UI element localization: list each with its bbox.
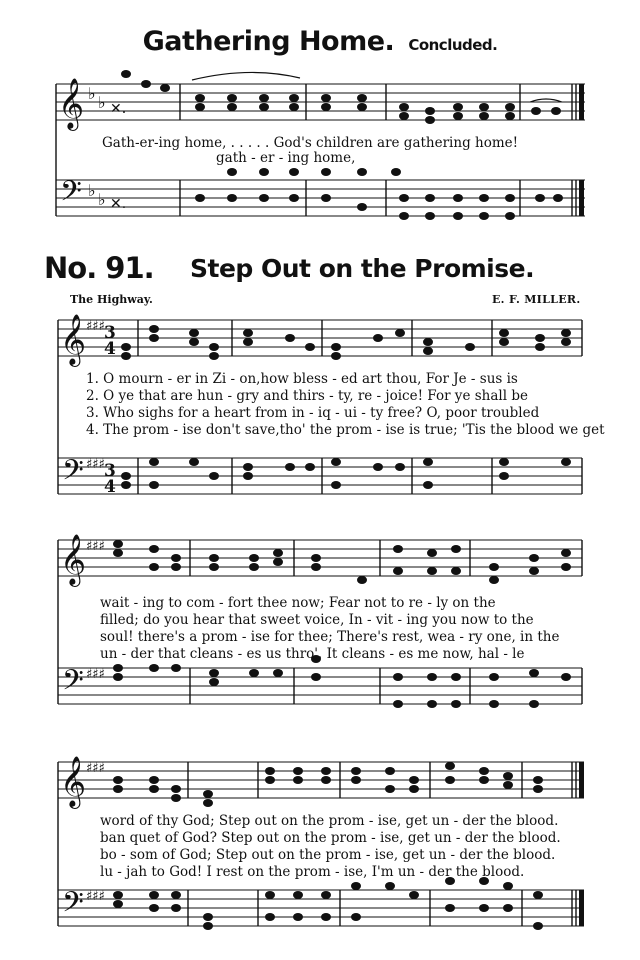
lyric-verse4-line1: 4. The prom - ise don't save,tho' the prom - ise is true; 'Tis the blood we get bbox=[86, 422, 605, 438]
lyric-verse2-line3: ban quet of God? Step out on the prom - ise, get un - der the blood. bbox=[100, 830, 561, 846]
svg-text:♯♯♯: ♯♯♯ bbox=[86, 319, 105, 334]
hymn-number: No. 91. bbox=[44, 251, 154, 285]
lyric-verse1-line3: word of thy God; Step out on the prom - ise, get un - der the blood. bbox=[100, 813, 559, 829]
svg-text:4: 4 bbox=[104, 477, 116, 497]
hymn-title: Step Out on the Promise. bbox=[190, 254, 535, 283]
lyric-verse2-line1: 2. O ye that are hun - gry and thirs - ty, re - joice! For ye shall be bbox=[86, 388, 528, 404]
svg-text:♭: ♭ bbox=[88, 181, 96, 200]
lyric-verse3-line3: bo - som of God; Step out on the prom - ise, get un - der the blood. bbox=[100, 847, 556, 863]
lyric-gathering-line1: Gath-er-ing home, . . . . . God's children are gathering home! bbox=[102, 135, 519, 151]
svg-text:♭: ♭ bbox=[88, 84, 96, 103]
svg-text:♭: ♭ bbox=[98, 93, 106, 112]
lyric-verse1-line2: wait - ing to com - fort thee now; Fear not to re - ly on the bbox=[100, 595, 496, 611]
svg-text:𝄢: 𝄢 bbox=[62, 664, 84, 704]
lyric-verse4-line2: un - der that cleans - es us thro', It cleans - es me now, hal - le bbox=[100, 646, 525, 662]
svg-text:𝄞: 𝄞 bbox=[60, 534, 87, 585]
composer-name: E. F. MILLER. bbox=[492, 293, 581, 306]
concluded-label: Concluded. bbox=[408, 36, 498, 54]
svg-text:𝄢: 𝄢 bbox=[60, 175, 82, 215]
svg-text:♯♯♯: ♯♯♯ bbox=[86, 761, 105, 776]
lyric-gathering-line2: gath - er - ing home, bbox=[216, 150, 356, 166]
svg-text:𝄢: 𝄢 bbox=[62, 454, 84, 494]
svg-text:♯♯♯: ♯♯♯ bbox=[86, 889, 105, 904]
lyric-verse3-line2: soul! there's a prom - ise for thee; There's rest, wea - ry one, in the bbox=[100, 629, 560, 645]
svg-text:♭: ♭ bbox=[98, 190, 106, 209]
title-text: Gathering Home. bbox=[142, 26, 395, 57]
svg-text:♯♯♯: ♯♯♯ bbox=[86, 457, 105, 472]
svg-text:♯♯♯: ♯♯♯ bbox=[86, 539, 105, 554]
svg-text:3: 3 bbox=[104, 461, 116, 481]
lyric-verse2-line2: filled; do you hear that sweet voice, In - vit - ing you now to the bbox=[100, 612, 534, 628]
svg-text:♯♯♯: ♯♯♯ bbox=[86, 667, 105, 682]
svg-text:𝄞: 𝄞 bbox=[60, 314, 87, 365]
tune-name: The Highway. bbox=[70, 293, 153, 306]
lyric-verse4-line3: lu - jah to God! I rest on the prom - ise, I'm un - der the blood. bbox=[100, 864, 525, 880]
lyric-verse1-line1: 1. O mourn - er in Zi - on,how bless - ed art thou, For Je - sus is bbox=[86, 371, 518, 387]
treble-staff-gathering bbox=[0, 0, 640, 240]
svg-text:✕.: ✕. bbox=[110, 101, 127, 117]
svg-text:𝄞: 𝄞 bbox=[60, 756, 87, 807]
svg-text:3: 3 bbox=[104, 323, 116, 343]
svg-text:4: 4 bbox=[104, 339, 116, 359]
svg-text:𝄞: 𝄞 bbox=[58, 78, 85, 129]
svg-text:𝄢: 𝄢 bbox=[62, 886, 84, 926]
svg-text:✕.: ✕. bbox=[110, 196, 127, 212]
lyric-verse3-line1: 3. Who sighs for a heart from in - iq - ui - ty free? O, poor troubled bbox=[86, 405, 540, 421]
